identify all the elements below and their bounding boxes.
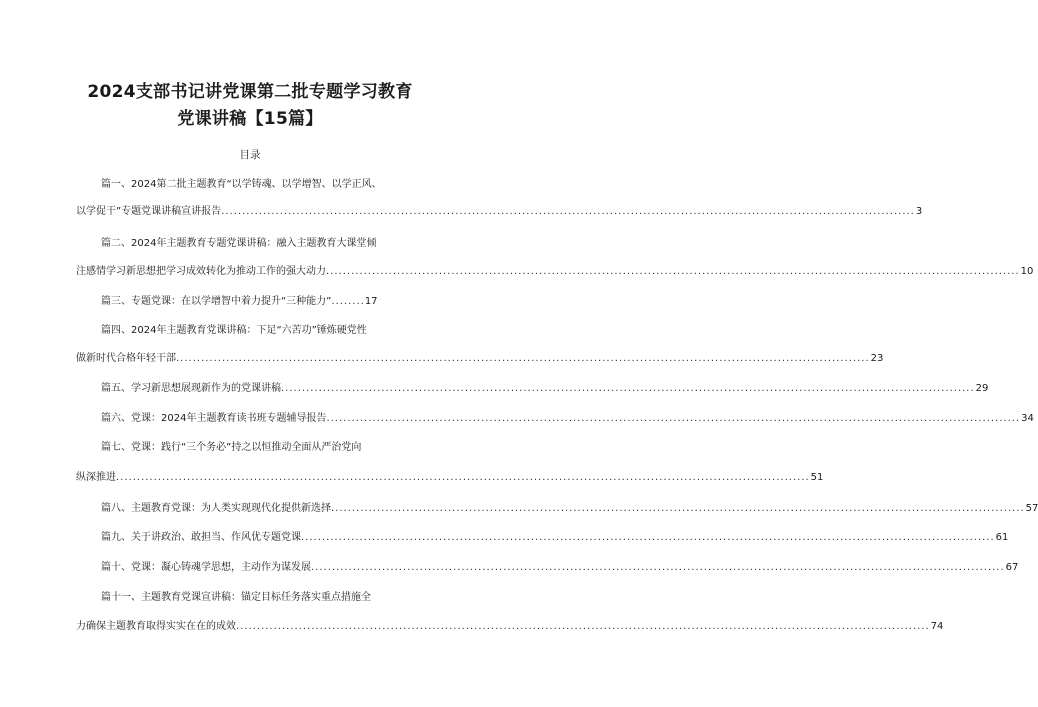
toc-entry-4-line-1: 篇四、2024年主题教育党课讲稿：下足“六苦功”锤炼硬党性: [101, 325, 367, 336]
toc-page-number: 34: [1021, 413, 1034, 424]
toc-page-number: 3: [915, 206, 923, 217]
leader-dots: ......................................................................................................................................................................: [116, 472, 810, 483]
toc-entry-2-line-2[interactable]: [76, 265, 1034, 279]
toc-page-number: 29: [975, 383, 989, 394]
toc-entry-text: 篇十、党课：凝心铸魂学思想，主动作为谋发展: [101, 562, 311, 573]
leader-dots: ......................................................................................................................................................................: [236, 621, 930, 632]
toc-entry-text: 力确保主题教育取得实实在在的成效: [76, 621, 236, 632]
leader-dots: ........: [331, 296, 365, 307]
toc-entry-text: 篇五、学习新思想展现新作为的党课讲稿: [101, 383, 281, 394]
toc-entry-5[interactable]: [101, 382, 989, 396]
leader-dots: ......................................................................................................................................................................: [326, 266, 1020, 277]
toc-entry-2-line-1: 篇二、2024年主题教育专题党课讲稿：融入主题教育大课堂倾: [101, 238, 377, 249]
toc-entry-9[interactable]: [101, 531, 1009, 545]
leader-dots: ......................................................................................................................................................................: [221, 206, 915, 217]
toc-entry-text: 篇六、党课：2024年主题教育读书班专题辅导报告: [101, 413, 327, 424]
toc-entry-8[interactable]: [101, 502, 1038, 516]
toc-entry-10[interactable]: [101, 561, 1019, 575]
toc-entry-text: 做新时代合格年轻干部: [76, 353, 176, 364]
toc-entry-1-line-1: 篇一、2024第二批主题教育“以学铸魂、以学增智、以学正风、: [101, 179, 382, 190]
toc-page-number: 10: [1020, 266, 1034, 277]
leader-dots: ......................................................................................................................................................................: [301, 532, 995, 543]
toc-entry-text: 注感情学习新思想把学习成效转化为推动工作的强大动力: [76, 266, 326, 277]
toc-entry-3[interactable]: [101, 295, 378, 309]
toc-entry-text: 篇九、关于讲政治、敢担当、作风优专题党课: [101, 532, 301, 543]
toc-page-number: 74: [930, 621, 944, 632]
leader-dots: ......................................................................................................................................................................: [331, 503, 1025, 514]
document-title-line-1: 2024支部书记讲党课第二批专题学习教育: [87, 82, 413, 102]
toc-entry-11-line-2[interactable]: [76, 620, 944, 634]
toc-entry-text: 以学促干”专题党课讲稿宣讲报告: [76, 206, 222, 217]
toc-entry-4-line-2[interactable]: [76, 352, 884, 366]
document-title-line-2: 党课讲稿【15篇】: [177, 109, 323, 129]
toc-page-number: 67: [1005, 562, 1019, 573]
toc-page-number: 17: [364, 296, 378, 307]
toc-entry-6[interactable]: [101, 412, 1034, 426]
toc-page-number: 51: [810, 472, 824, 483]
toc-entry-11-line-1: 篇十一、主题教育党课宣讲稿：锚定目标任务落实重点措施全: [101, 592, 371, 603]
toc-page-number: 23: [870, 353, 884, 364]
toc-entry-7-line-1: 篇七、党课：践行“三个务必”持之以恒推动全面从严治党向: [101, 442, 362, 453]
leader-dots: ......................................................................................................................................................................: [311, 562, 1005, 573]
toc-entry-text: 纵深推进: [76, 472, 116, 483]
toc-entry-text: 篇三、专题党课：在以学增智中着力提升“三种能力”: [101, 296, 332, 307]
leader-dots: ......................................................................................................................................................................: [176, 353, 870, 364]
leader-dots: ......................................................................................................................................................................: [326, 413, 1021, 424]
toc-page-number: 61: [995, 532, 1009, 543]
toc-heading: 目录: [239, 149, 261, 161]
toc-entry-text: 篇八、主题教育党课：为人类实现现代化提供新选择: [101, 503, 331, 514]
toc-page-number: 57: [1025, 503, 1038, 514]
leader-dots: ......................................................................................................................................................................: [281, 383, 975, 394]
toc-entry-1-line-2[interactable]: [76, 205, 923, 219]
toc-entry-7-line-2[interactable]: [76, 471, 824, 485]
